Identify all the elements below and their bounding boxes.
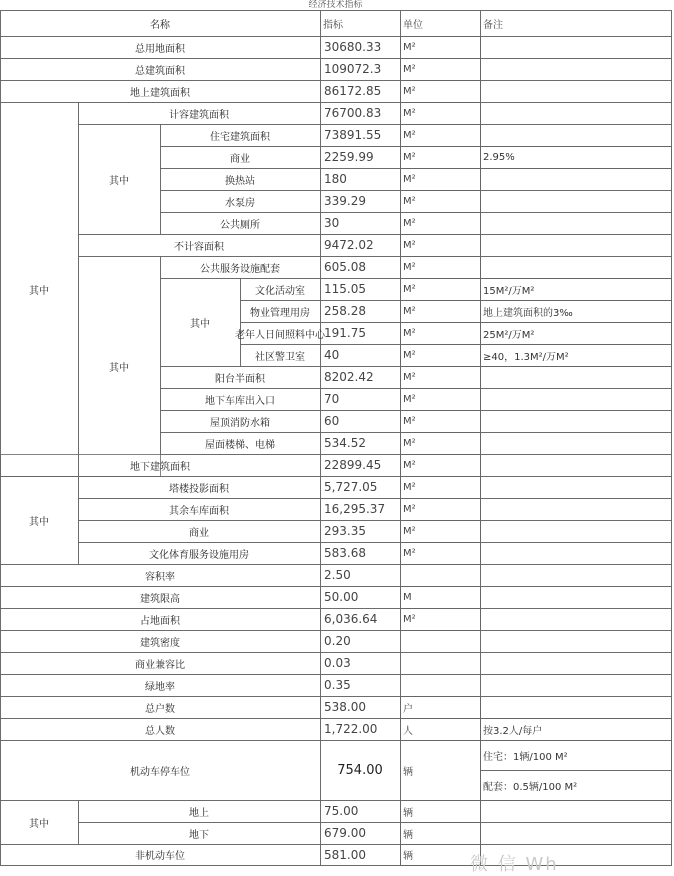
label-parking: 机动车停车位 [130, 766, 190, 778]
note-population: 按3.2人/每户 [483, 725, 543, 737]
unit-population: 人 [403, 725, 413, 737]
value-stair_elevator: 534.52 [324, 436, 366, 450]
unit-ug_commercial: M² [403, 525, 416, 537]
label-pump_room: 水泵房 [225, 197, 255, 209]
value-elderly_center: 191.75 [324, 326, 366, 340]
label-far: 容积率 [145, 571, 175, 583]
value-density: 0.20 [324, 634, 351, 648]
cell-border [481, 653, 672, 675]
label-non_motor: 非机动车位 [135, 851, 185, 862]
note-parking-res: 住宅：1辆/100 M² [483, 751, 568, 763]
cell-border [481, 389, 672, 411]
label-commercial: 商业 [230, 153, 250, 165]
value-parking: 754.00 [337, 762, 383, 778]
label-plot_area: 计容建筑面积 [169, 109, 229, 121]
value-garage_other: 16,295.37 [324, 502, 386, 516]
label-projection: 塔楼投影面积 [169, 483, 229, 495]
label-elderly_center: 老年人日间照料中心 [235, 329, 325, 341]
header-unit: 单位 [403, 19, 423, 31]
label-total_land: 总用地面积 [135, 43, 185, 55]
note-property_mgmt: 地上建筑面积的3‰ [483, 307, 573, 319]
unit-height: M [403, 591, 412, 603]
value-height: 50.00 [324, 590, 359, 604]
cell-border [481, 823, 672, 845]
table-title: 经济技术指标 [308, 0, 363, 10]
cell-border [481, 367, 672, 389]
cell-border [401, 631, 481, 653]
note-elderly_center: 25M²/万M² [483, 329, 535, 341]
value-ground: 75.00 [324, 804, 359, 818]
label-density: 建筑密度 [140, 637, 180, 649]
cell-border [481, 169, 672, 191]
qizhong-above: 其中 [29, 285, 49, 297]
cell-border [481, 235, 672, 257]
value-fire_tank: 60 [324, 414, 340, 428]
unit-plot_area: M² [403, 107, 416, 119]
value-far: 2.50 [324, 568, 351, 582]
watermark: 微 信 Wh [470, 854, 559, 875]
cell-border [481, 455, 672, 477]
unit-residential: M² [403, 129, 416, 141]
label-heat_station: 换热站 [225, 175, 255, 187]
label-green_ratio: 绿地率 [145, 681, 175, 693]
cell-border [481, 125, 672, 147]
label-population: 总人数 [145, 725, 175, 737]
value-garage_entrance: 70 [324, 392, 340, 406]
cell-border [481, 191, 672, 213]
cell-border [481, 477, 672, 499]
note-clinic: ≥40，1.3M²/万M² [483, 351, 569, 363]
label-ug_commercial: 商业 [189, 527, 209, 539]
cell-border [481, 103, 672, 125]
note-parking-com: 配套：0.5辆/100 M² [483, 781, 578, 793]
unit-heat_station: M² [403, 173, 416, 185]
label-property_mgmt: 物业管理用房 [250, 307, 310, 319]
label-garage_entrance: 地下车库出入口 [205, 395, 275, 407]
unit-non_plot: M² [403, 239, 416, 251]
value-pump_room: 339.29 [324, 194, 366, 208]
value-projection: 5,727.05 [324, 480, 378, 494]
unit-total_land: M² [403, 41, 416, 53]
cell-border [481, 213, 672, 235]
value-residential: 73891.55 [324, 128, 382, 142]
cell-border [481, 697, 672, 719]
header-value: 指标 [323, 19, 343, 31]
cell-border [481, 81, 672, 103]
cell-border [481, 631, 672, 653]
label-stair_elevator: 屋面楼梯、电梯 [205, 439, 275, 451]
qizhong-under: 其中 [29, 516, 49, 528]
unit-pump_room: M² [403, 195, 416, 207]
unit-culture_sports: M² [403, 547, 416, 559]
cell-border [401, 565, 481, 587]
value-heat_station: 180 [324, 172, 347, 186]
cell-border [401, 653, 481, 675]
unit-projection: M² [403, 481, 416, 493]
unit-cultural_room: M² [403, 283, 416, 295]
label-height: 建筑限高 [140, 593, 180, 605]
unit-ground: 辆 [403, 807, 413, 819]
label-toilet: 公共厕所 [220, 219, 260, 231]
value-ug_commercial: 293.35 [324, 524, 366, 538]
cell-border [481, 609, 672, 631]
label-clinic: 社区警卫室 [255, 351, 305, 363]
label-households: 总户数 [145, 703, 175, 715]
unit-elderly_center: M² [403, 327, 416, 339]
cell-border [481, 587, 672, 609]
unit-toilet: M² [403, 217, 416, 229]
qizhong-parking: 其中 [29, 818, 49, 830]
label-public_service: 公共服务设施配套 [200, 263, 280, 275]
header-note: 备注 [483, 19, 503, 31]
unit-clinic: M² [403, 349, 416, 361]
unit-total_build: M² [403, 63, 416, 75]
unit-underground: M² [403, 459, 416, 471]
unit-basement: 辆 [403, 829, 413, 841]
cell-border [481, 521, 672, 543]
note-commercial: 2.95% [483, 151, 515, 163]
label-residential: 住宅建筑面积 [210, 131, 270, 143]
label-fire_tank: 屋顶消防水箱 [210, 417, 270, 429]
cell-border [481, 499, 672, 521]
unit-commercial: M² [403, 151, 416, 163]
unit-garage_other: M² [403, 503, 416, 515]
value-total_land: 30680.33 [324, 40, 382, 54]
label-balcony: 阳台半面积 [215, 373, 265, 385]
label-total_build: 总建筑面积 [135, 65, 185, 77]
label-non_plot: 不计容面积 [174, 241, 224, 253]
cell-border [481, 801, 672, 823]
value-total_build: 109072.3 [324, 62, 382, 76]
value-footprint: 6,036.64 [324, 612, 378, 626]
value-non_motor: 581.00 [324, 847, 366, 862]
value-cultural_room: 115.05 [324, 282, 366, 296]
value-green_ratio: 0.35 [324, 678, 351, 692]
value-population: 1,722.00 [324, 722, 378, 736]
header-name: 名称 [150, 19, 170, 31]
cell-border [481, 543, 672, 565]
label-footprint: 占地面积 [140, 615, 180, 627]
unit-above_ground: M² [403, 85, 416, 97]
cell-border [481, 59, 672, 81]
cell-border [481, 675, 672, 697]
label-cultural_room: 文化活动室 [255, 285, 305, 297]
value-commercial: 2259.99 [324, 150, 374, 164]
cell-border [481, 37, 672, 59]
value-culture_sports: 583.68 [324, 546, 366, 560]
label-underground: 地下建筑面积 [130, 461, 190, 473]
cell-border [481, 411, 672, 433]
qizhong-public: 其中 [190, 318, 210, 330]
unit-stair_elevator: M² [403, 437, 416, 449]
label-culture_sports: 文化体育服务设施用房 [149, 549, 249, 561]
label-garage_other: 其余车库面积 [169, 505, 229, 517]
qizhong-plot: 其中 [109, 175, 129, 187]
unit-garage_entrance: M² [403, 393, 416, 405]
value-property_mgmt: 258.28 [324, 304, 366, 318]
value-commercial_ratio: 0.03 [324, 656, 351, 670]
cell-border [481, 433, 672, 455]
label-commercial_ratio: 商业兼容比 [135, 659, 185, 671]
value-basement: 679.00 [324, 826, 366, 840]
value-underground: 22899.45 [324, 458, 382, 472]
cell-border [481, 257, 672, 279]
unit-balcony: M² [403, 371, 416, 383]
label-ground: 地上 [189, 807, 209, 819]
unit-parking: 辆 [403, 766, 413, 778]
unit-property_mgmt: M² [403, 305, 416, 317]
unit-non_motor: 辆 [403, 851, 413, 862]
value-public_service: 605.08 [324, 260, 366, 274]
value-toilet: 30 [324, 216, 340, 230]
note-cultural_room: 15M²/万M² [483, 285, 535, 297]
value-clinic: 40 [324, 348, 340, 362]
value-plot_area: 76700.83 [324, 106, 382, 120]
unit-fire_tank: M² [403, 415, 416, 427]
unit-public_service: M² [403, 261, 416, 273]
cell-border [401, 675, 481, 697]
cell-border [481, 565, 672, 587]
unit-households: 户 [403, 703, 413, 715]
unit-footprint: M² [403, 613, 416, 625]
value-above_ground: 86172.85 [324, 84, 382, 98]
label-basement: 地下 [189, 829, 209, 841]
value-balcony: 8202.42 [324, 370, 374, 384]
value-non_plot: 9472.02 [324, 238, 374, 252]
qizhong-nonplot: 其中 [109, 362, 129, 374]
value-households: 538.00 [324, 700, 366, 714]
label-above_ground: 地上建筑面积 [130, 87, 190, 99]
